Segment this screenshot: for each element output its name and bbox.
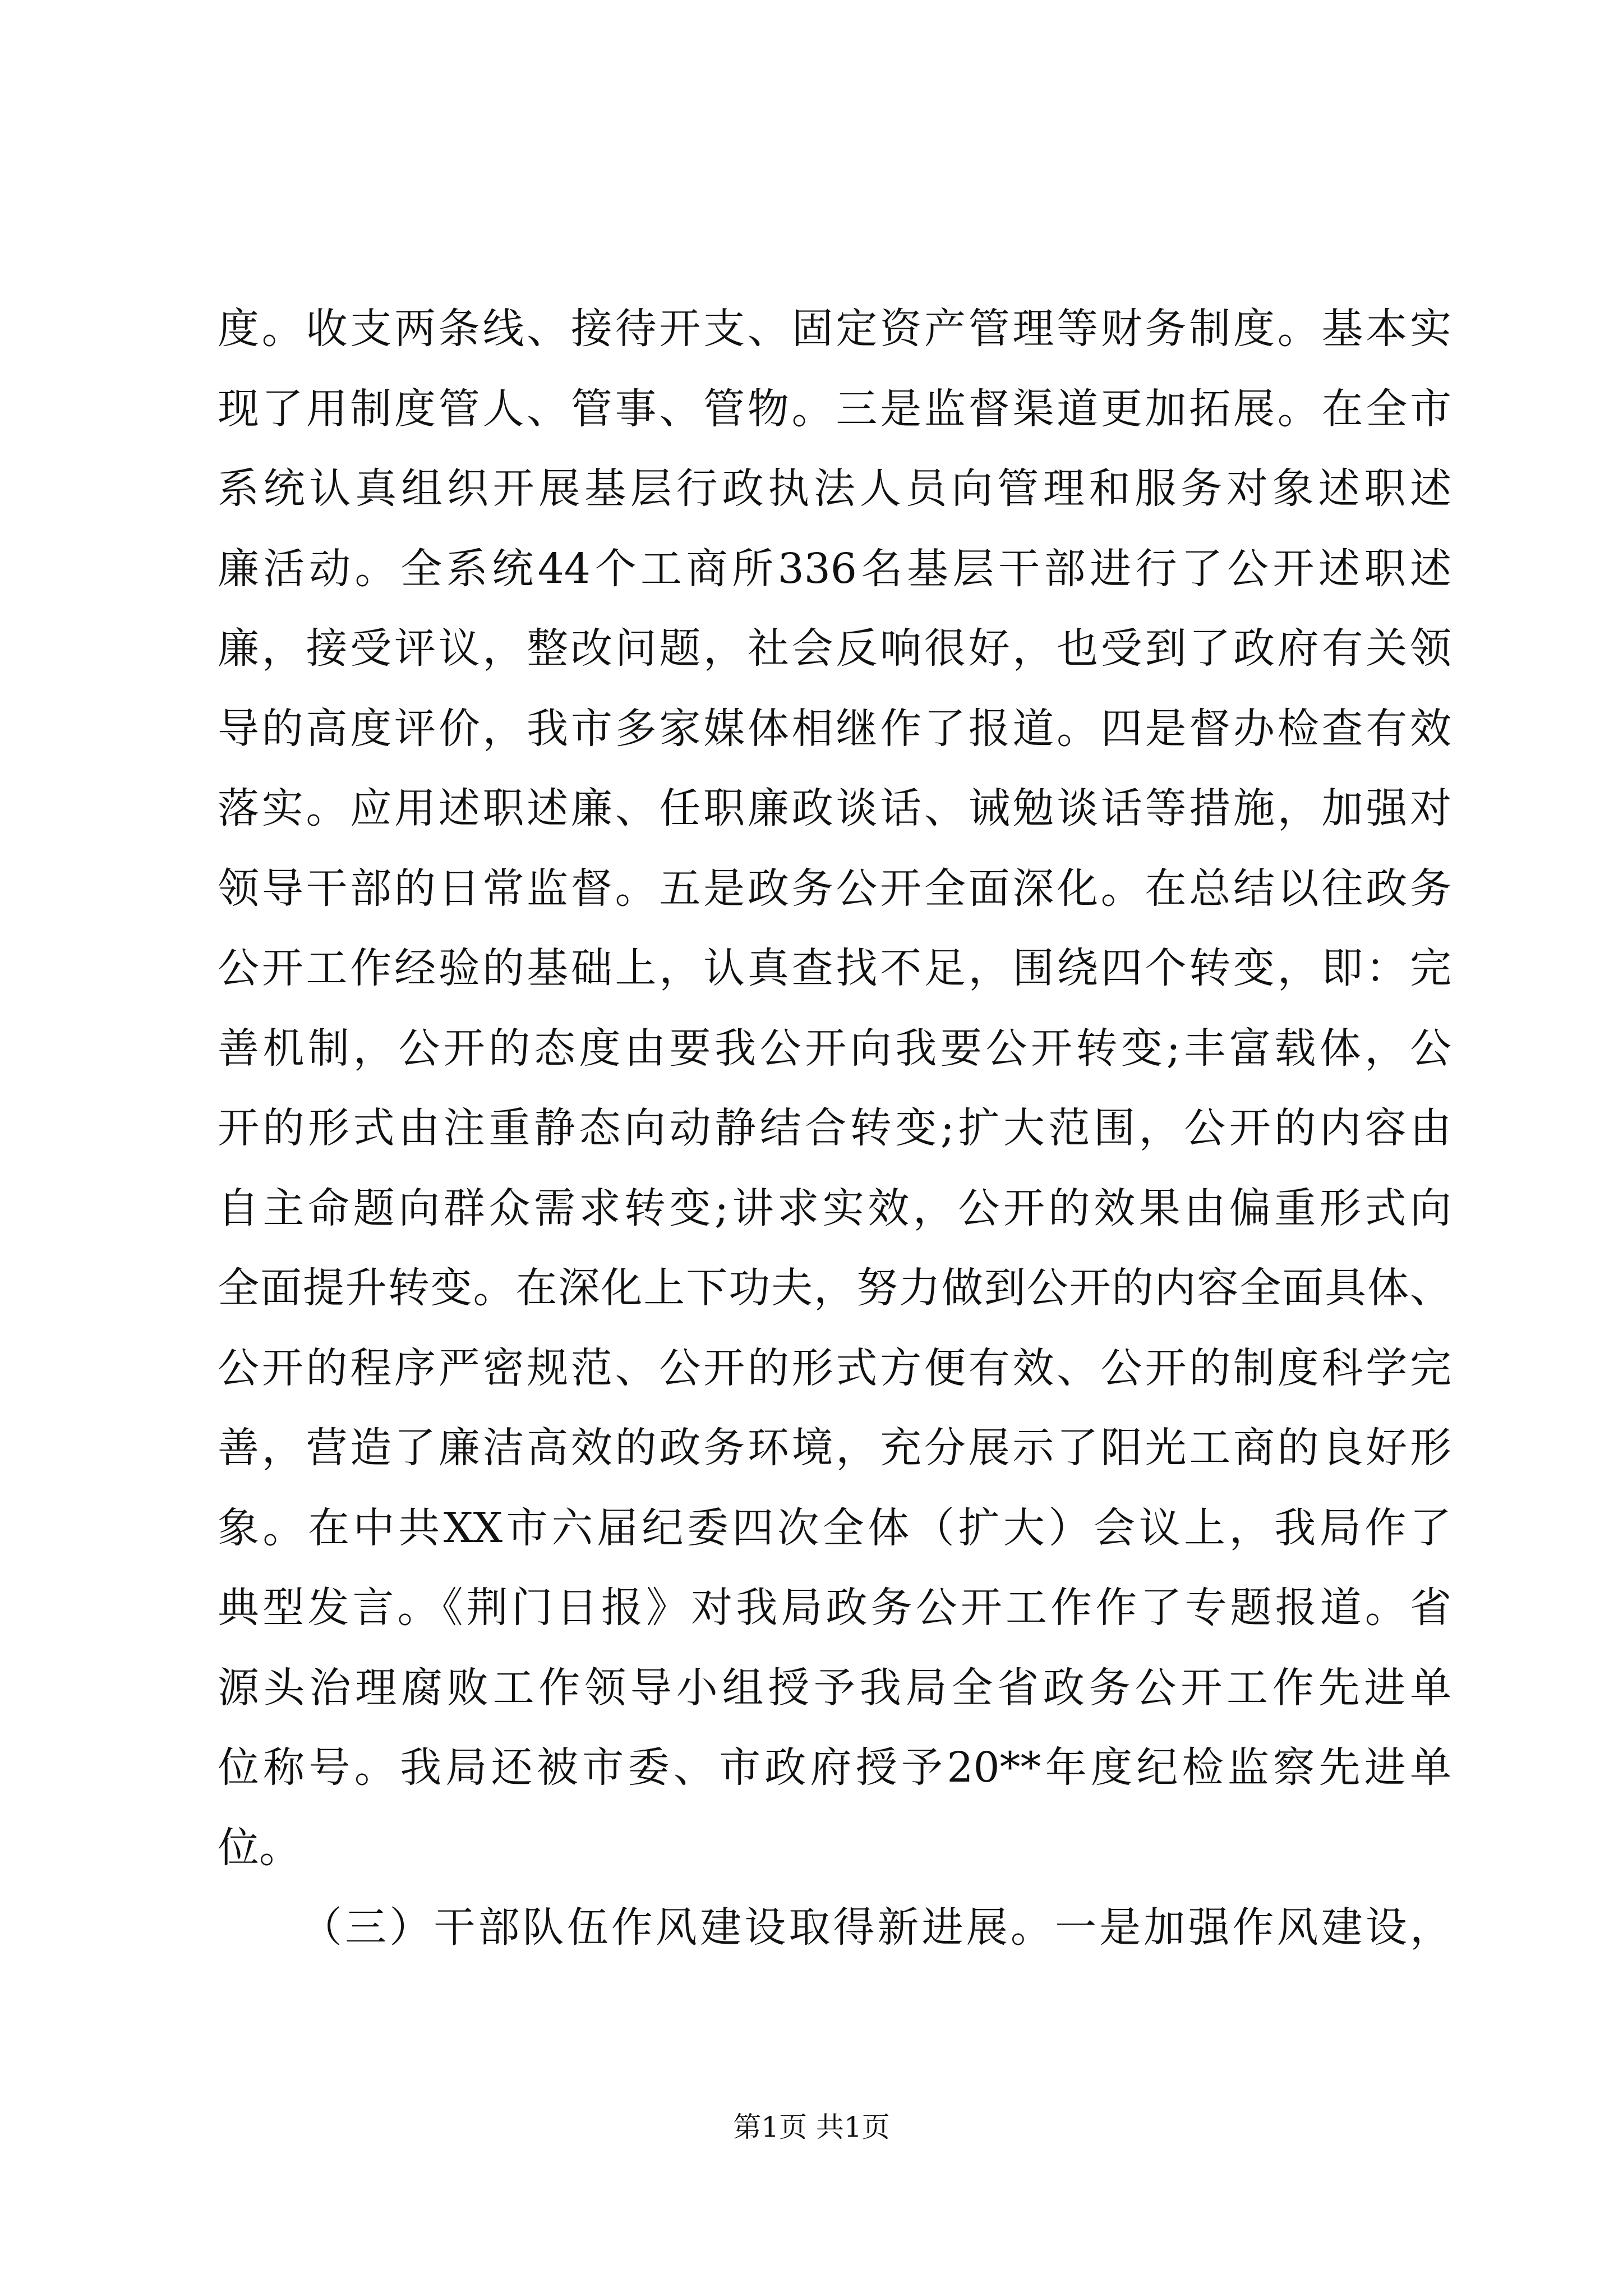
body-line-20: 位。 [218, 1823, 301, 1872]
document-body [218, 289, 1451, 1968]
body-line-8: 领导干部的日常监督。五是政务公开全面深化。在总结以往政务 [218, 864, 1451, 913]
body-line-1: 度。收支两条线、接待开支、固定资产管理等财务制度。基本实 [218, 305, 1451, 353]
body-line-10: 善机制，公开的态度由要我公开向我要公开转变;丰富载体，公 [218, 1024, 1451, 1073]
body-line-12: 自主命题向群众需求转变;讲求实效，公开的效果由偏重形式向 [218, 1184, 1451, 1232]
body-line-3: 系统认真组织开展基层行政执法人员向管理和服务对象述职述 [218, 464, 1451, 513]
body-line-6: 导的高度评价，我市多家媒体相继作了报道。四是督办检查有效 [218, 704, 1451, 753]
body-line-14: 公开的程序严密规范、公开的形式方便有效、公开的制度科学完 [218, 1343, 1451, 1392]
body-line-9: 公开工作经验的基础上，认真查找不足，围绕四个转变，即：完 [218, 944, 1451, 992]
body-line-5: 廉，接受评议，整改问题，社会反响很好，也受到了政府有关领 [218, 624, 1451, 673]
page-footer: 第1页 共1页 [733, 2111, 890, 2143]
body-line-13: 全面提升转变。在深化上下功夫，努力做到公开的内容全面具体、 [218, 1264, 1451, 1312]
section-heading-line: （三）干部队伍作风建设取得新进展。一是加强作风建设， [301, 1903, 1451, 1952]
body-line-18: 源头治理腐败工作领导小组授予我局全省政务公开工作先进单 [218, 1663, 1451, 1712]
body-line-2: 现了用制度管人、管事、管物。三是监督渠道更加拓展。在全市 [218, 384, 1451, 433]
body-line-17: 典型发言。《荆门日报》对我局政务公开工作作了专题报道。省 [218, 1584, 1451, 1632]
body-line-4: 廉活动。全系统44个工商所336名基层干部进行了公开述职述 [218, 544, 1451, 593]
body-line-19: 位称号。我局还被市委、市政府授予20**年度纪检监察先进单 [218, 1743, 1451, 1792]
body-line-16: 象。在中共XX市六届纪委四次全体（扩大）会议上，我局作了 [218, 1503, 1451, 1552]
body-line-15: 善，营造了廉洁高效的政务环境，充分展示了阳光工商的良好形 [218, 1424, 1451, 1472]
body-line-7: 落实。应用述职述廉、任职廉政谈话、诫勉谈话等措施，加强对 [218, 784, 1451, 832]
body-line-11: 开的形式由注重静态向动静结合转变;扩大范围，公开的内容由 [218, 1104, 1451, 1152]
